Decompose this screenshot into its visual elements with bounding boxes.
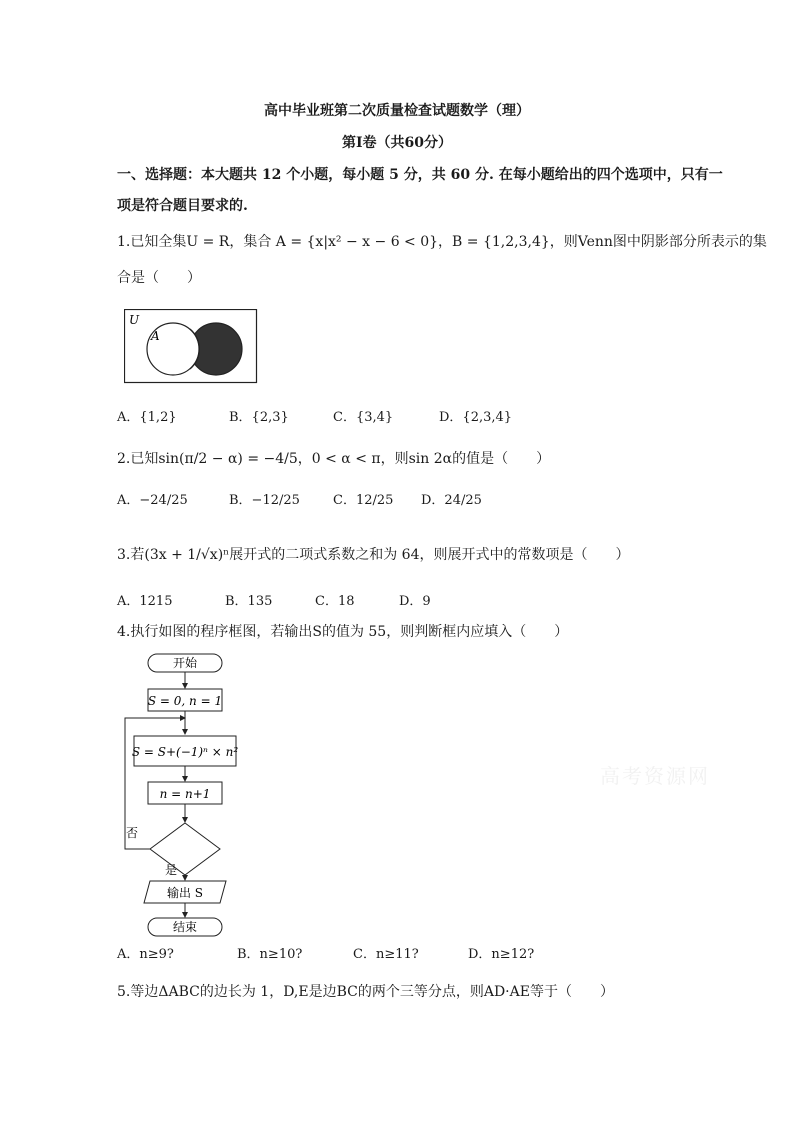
- q1-option-c: C．{3,4}: [333, 410, 394, 425]
- instructions-line-1: 一、选择题：本大题共 12 个小题，每小题 5 分，共 60 分. 在每小题给出的四个选项中，只有一: [117, 167, 723, 183]
- q4-stem: 4.执行如图的程序框图，若输出S的值为 55，则判断框内应填入（ ）: [117, 624, 569, 640]
- flow-yes-label: 是: [165, 863, 178, 877]
- venn-diagram: [124, 309, 258, 384]
- q1-stem-line-2: 合是（ ）: [117, 270, 201, 286]
- q4-option-c: C．n≥11?: [353, 947, 419, 962]
- q5-stem: 5.等边ΔABC的边长为 1，D,E是边BC的两个三等分点，则AD·AE等于（ ）: [117, 984, 614, 1000]
- q1-option-b: B．{2,3}: [229, 410, 289, 425]
- q2-option-b: B．−12/25: [229, 493, 300, 508]
- q3-option-d: D．9: [399, 594, 431, 609]
- q4-option-b: B．n≥10?: [237, 947, 303, 962]
- q2-option-c: C．12/25: [333, 493, 394, 508]
- flow-body-label: S = S+(−1)ⁿ × n²: [131, 745, 239, 759]
- program-flowchart: [118, 650, 248, 940]
- flow-init-label: S = 0, n = 1: [147, 694, 223, 708]
- flow-output-label: 输出 S: [166, 886, 204, 900]
- flow-start-label: 开始: [172, 656, 198, 670]
- flow-increment-label: n = n+1: [159, 787, 211, 801]
- venn-a-label: A: [151, 329, 160, 343]
- flow-no-label: 否: [126, 826, 139, 840]
- q1-option-d: D．{2,3,4}: [439, 410, 513, 425]
- flow-decision-node: [150, 823, 220, 875]
- q2-option-a: A．−24/25: [117, 493, 188, 508]
- q3-option-a: A．1215: [117, 594, 173, 609]
- instructions-line-2: 项是符合题目要求的.: [117, 198, 248, 214]
- flow-end-label: 结束: [172, 920, 198, 934]
- section-title: 第Ⅰ卷（共60分）: [341, 135, 453, 151]
- venn-u-label: U: [129, 313, 140, 327]
- watermark: 高考资源网: [600, 764, 710, 788]
- q1-stem-line-1: 1.已知全集U = R，集合 A = {x|x² − x − 6 < 0}，B = {1,2,3,4}，则Venn图中阴影部分所表示的集: [117, 234, 767, 250]
- q3-stem: 3.若(3x + 1/√x)ⁿ展开式的二项式系数之和为 64，则展开式中的常数项是（ ）: [117, 547, 630, 563]
- q2-option-d: D．24/25: [421, 493, 482, 508]
- q3-option-b: B．135: [225, 594, 273, 609]
- q1-option-a: A．{1,2}: [117, 410, 177, 425]
- q3-option-c: C．18: [315, 594, 355, 609]
- q4-option-a: A．n≥9?: [117, 947, 174, 962]
- q4-option-d: D．n≥12?: [468, 947, 535, 962]
- paper-title: 高中毕业班第二次质量检查试题数学（理）: [264, 103, 530, 119]
- q2-stem: 2.已知sin(π/2 − α) = −4/5，0 < α < π，则sin 2α的值是（ ）: [117, 451, 551, 467]
